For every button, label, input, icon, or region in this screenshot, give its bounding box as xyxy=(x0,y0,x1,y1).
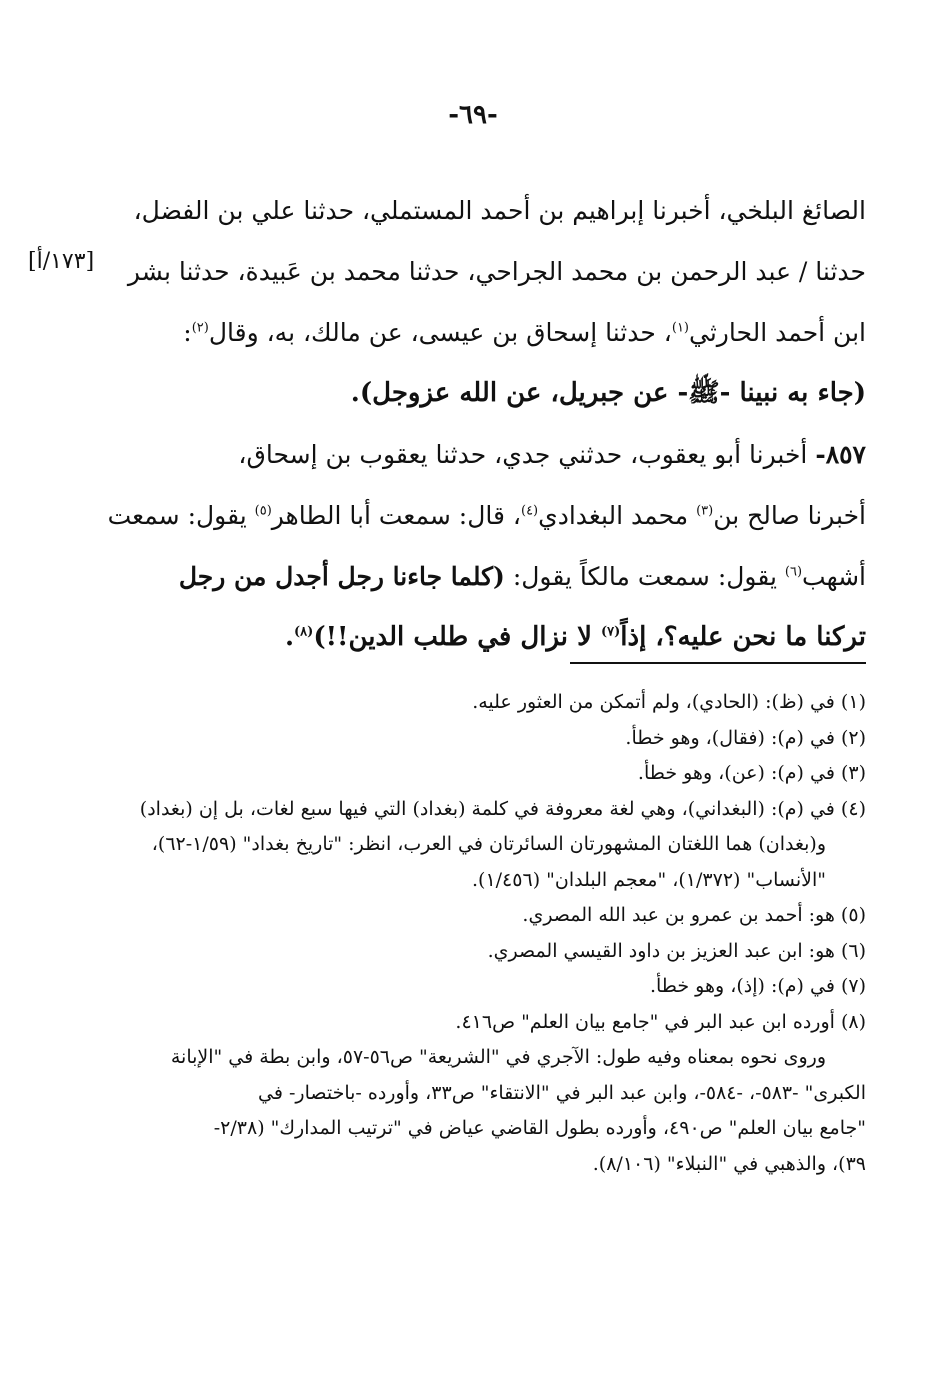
text-segment: محمد البغدادي xyxy=(538,501,697,530)
quoted-statement: (كلما جاءنا رجل أجدل من رجل xyxy=(178,562,505,591)
text-line-5 xyxy=(126,424,866,485)
footnote-marker-4[interactable]: (٤) xyxy=(520,503,539,519)
footnote-marker-8[interactable]: (٨) xyxy=(294,624,314,640)
footnote-5: (٥) هو: أحمد بن عمرو بن عبد الله المصري. xyxy=(522,904,866,926)
page-number: -٦٩- xyxy=(448,100,498,130)
text-line-2: حدثنا / عبد الرحمن بن محمد الجراحي، حدثنا محمد بن عَبيدة، حدثنا بشر xyxy=(127,257,866,286)
text-segment: أشهب xyxy=(802,562,866,591)
footnote-8-line-5: ٣٩)، والذهبي في "النبلاء" (٨/١٠٦). xyxy=(592,1152,866,1175)
quoted-statement: (جاء به نبينا -ﷺ- عن جبريل، عن الله عزوجل). xyxy=(350,378,866,408)
footnote-8-line-1: (٨) أورده ابن عبد البر في "جامع بيان العلم" ص٤١٦. xyxy=(455,1010,866,1033)
text-segment: ، قال: سمعت أبا الطاهر xyxy=(271,501,521,530)
text-segment: : xyxy=(183,318,192,347)
entry-number: ٨٥٧- xyxy=(815,440,866,469)
text-line-7 xyxy=(126,546,866,607)
footnote-6: (٦) هو: ابن عبد العزيز بن داود القيسي المصري. xyxy=(487,939,866,962)
text-segment: يقول: سمعت xyxy=(107,501,255,530)
text-line-6 xyxy=(107,485,866,546)
footnote-4-line-2: و(بغدان) هما اللغتان المشهورتان السائرتان في العرب، انظر: "تاريخ بغداد" (١/٥٩-٦٢)، xyxy=(151,833,826,855)
footnote-8-line-3: الكبرى" -٥٨٣-، -٥٨٤-، وابن عبد البر في "الانتقاء" ص٣٣، وأورده -باختصار- في xyxy=(258,1081,866,1104)
footnote-8-line-4: "جامع بيان العلم" ص٤٩٠، وأورده بطول القاضي عياض في "ترتيب المدارك" (٢/٣٨- xyxy=(213,1117,866,1139)
text-segment: ، حدثنا إسحاق بن عيسى، عن مالك، به، وقال xyxy=(208,318,672,347)
text-segment: تركنا ما نحن عليه؟، إذاً xyxy=(620,622,866,652)
footnote-divider xyxy=(570,662,866,664)
text-segment: لا نزال في طلب الدين!!) xyxy=(313,622,601,652)
text-segment: أخبرنا صالح بن xyxy=(713,501,866,530)
manuscript-folio-reference: [١٧٣/أ] xyxy=(28,249,95,274)
footnote-7: (٧) في (م): (إذ)، وهو خطأ. xyxy=(649,975,866,997)
footnote-8-line-2: وروى نحوه بمعناه وفيه طول: الآجري في "الشريعة" ص٥٦-٥٧، وابن بطة في "الإبانة xyxy=(170,1046,826,1068)
text-segment: . xyxy=(284,622,295,652)
text-line-8 xyxy=(126,607,866,668)
text-segment: يقول: سمعت مالكاً يقول: xyxy=(504,562,785,591)
footnote-marker-2[interactable]: (٢) xyxy=(191,320,209,336)
footnote-4-line-1: (٤) في (م): (البغداني)، وهي لغة معروفة في كلمة (بغداد) التي فيها سبع لغات، بل إن (بغداد) xyxy=(139,797,866,820)
footnote-4-line-3: "الأنساب" (١/٣٧٢)، "معجم البلدان" (١/٤٥٦). xyxy=(472,868,826,891)
text-line-3 xyxy=(126,302,866,363)
footnotes-section xyxy=(124,685,866,1182)
footnote-marker-6[interactable]: (٦) xyxy=(784,564,803,580)
footnote-1: (١) في (ظ): (الحادي)، ولم أتمكن من العثور عليه. xyxy=(472,691,866,713)
text-segment: أخبرنا أبو يعقوب، حدثني جدي، حدثنا يعقوب بن إسحاق، xyxy=(238,440,816,469)
footnote-marker-7[interactable]: (٧) xyxy=(600,624,621,640)
footnote-2: (٢) في (م): (فقال)، وهو خطأ. xyxy=(625,726,866,749)
footnote-marker-1[interactable]: (١) xyxy=(671,320,689,336)
text-segment: ابن أحمد الحارثي xyxy=(689,318,866,347)
main-text-body xyxy=(107,180,866,668)
footnote-marker-5[interactable]: (٥) xyxy=(254,503,272,519)
footnote-marker-3[interactable]: (٣) xyxy=(696,503,714,519)
text-line-1: الصائغ البلخي، أخبرنا إبراهيم بن أحمد المستملي، حدثنا علي بن الفضل، xyxy=(133,196,866,225)
footnote-3: (٣) في (م): (عن)، وهو خطأ. xyxy=(637,762,866,784)
